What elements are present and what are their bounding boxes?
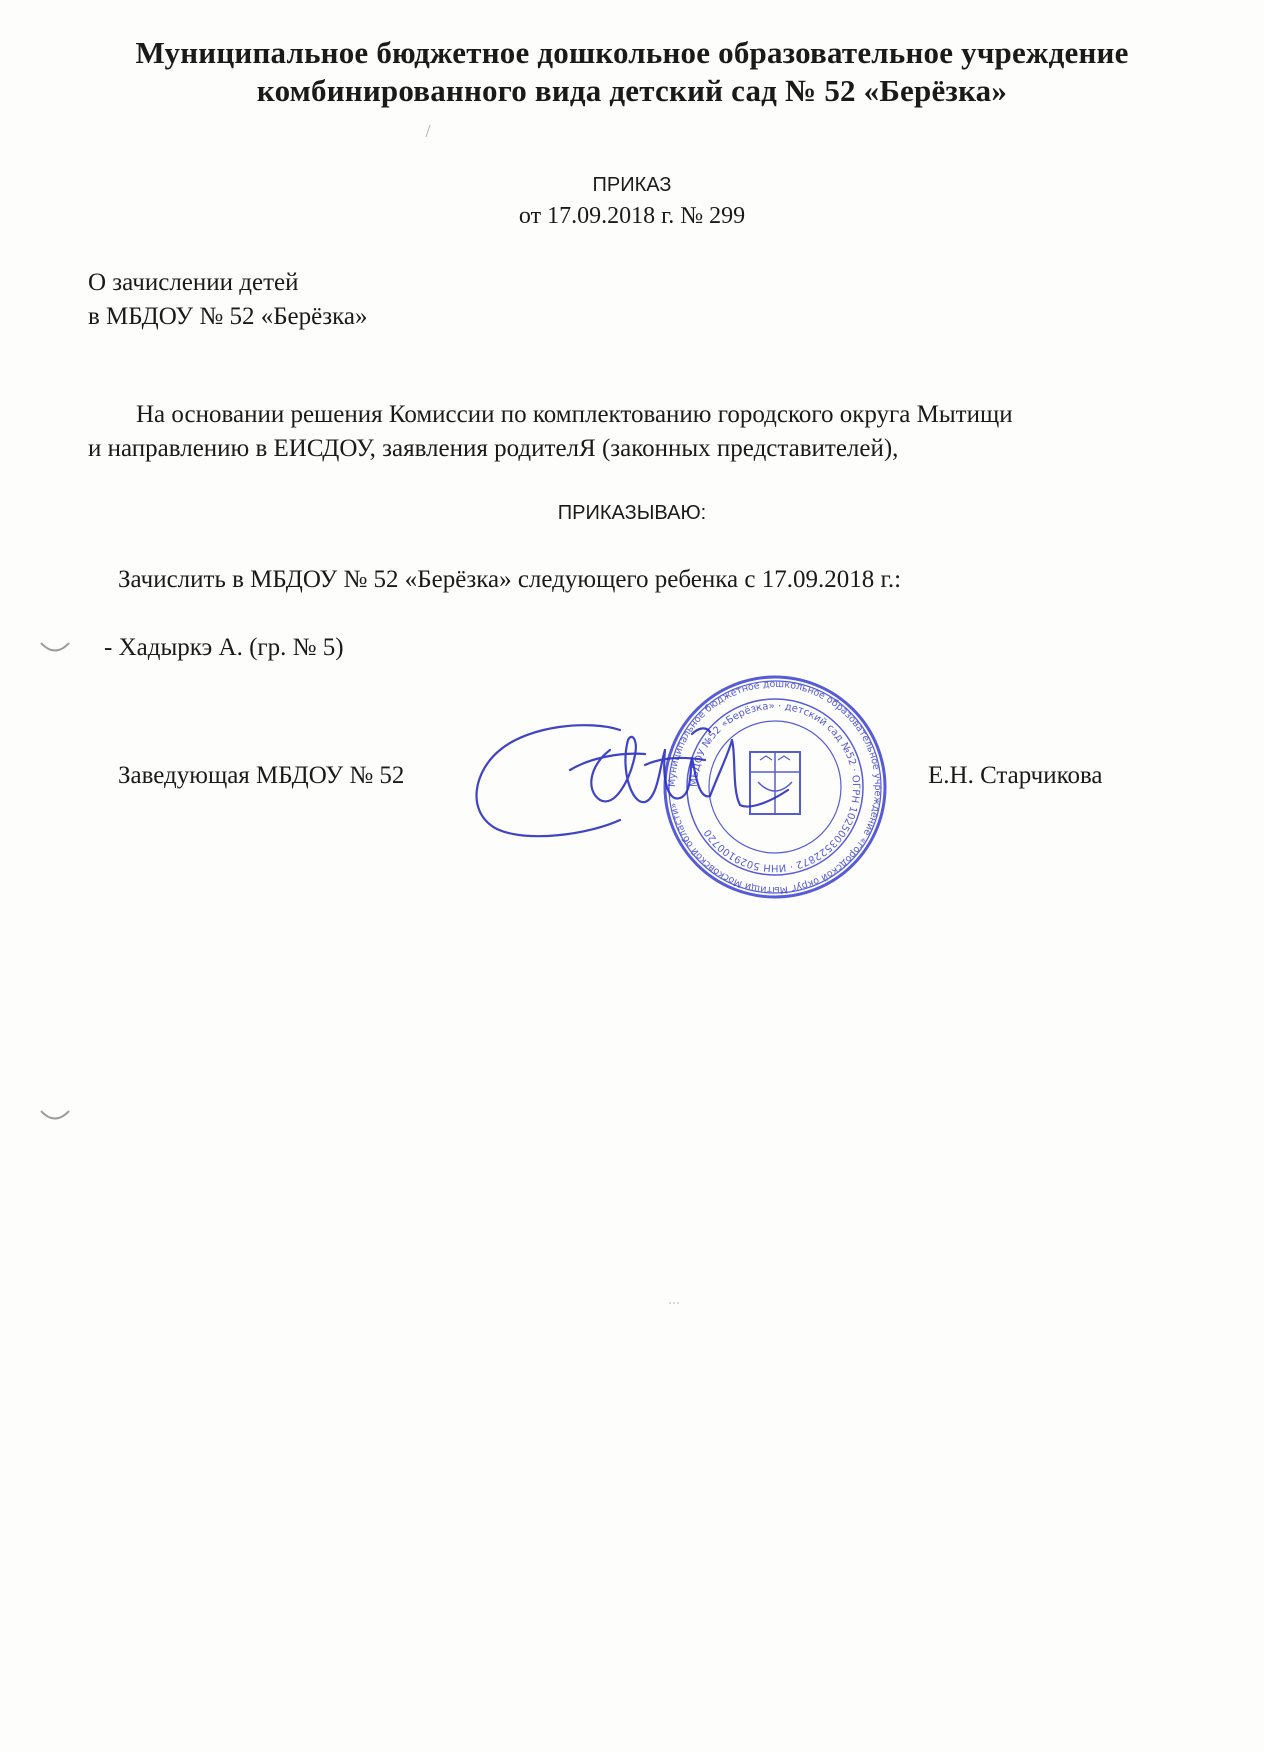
order-subject-line-1: О зачислении детей bbox=[88, 269, 299, 296]
scan-speck bbox=[424, 124, 432, 138]
organization-title-line-1: Муниципальное бюджетное дошкольное образовательное учреждение bbox=[135, 35, 1129, 70]
order-subject bbox=[88, 266, 367, 334]
order-label: ПРИКАЗ bbox=[592, 174, 672, 196]
order-basis-paragraph bbox=[88, 398, 1198, 466]
signatory-role: Заведующая МБДОУ № 52 bbox=[118, 762, 405, 789]
signatory-name: Е.Н. Старчикова bbox=[928, 762, 1103, 789]
order-subject-line-2: в МБДОУ № 52 «Берёзка» bbox=[88, 303, 368, 330]
scan-speck bbox=[668, 1300, 680, 1306]
organization-title bbox=[0, 34, 1264, 110]
seal-inner-text: МБДОУ №52 «Берёзка» · детский сад №52 · ОГРН 1025003522872 · ИНН 5029100720 bbox=[688, 700, 862, 874]
enrollment-statement: Зачислить в МБДОУ № 52 «Берёзка» следующего ребенка с 17.09.2018 г.: bbox=[118, 566, 902, 593]
order-basis-line-1: На основании решения Комиссии по комплектованию городского округа Мытищи bbox=[136, 401, 1013, 428]
punch-hole-mark bbox=[38, 1108, 72, 1126]
handwritten-signature bbox=[470, 710, 790, 860]
order-basis-line-2: и направлению в ЕИСДОУ, заявления родителЯ (законных представителей), bbox=[88, 435, 899, 462]
order-date-number: от 17.09.2018 г. № 299 bbox=[518, 203, 746, 229]
child-list-item: - Хадыркэ А. (гр. № 5) bbox=[104, 634, 344, 661]
punch-hole-mark bbox=[38, 640, 72, 658]
organization-title-line-2: комбинированного вида детский сад № 52 «Берёзка» bbox=[256, 73, 1008, 108]
seal-outer-text: Муниципальное бюджетное дошкольное образовательное учреждение «городской округ Мытищи Московской области» bbox=[666, 678, 884, 896]
order-heading bbox=[0, 170, 1264, 232]
order-directive-word: ПРИКАЗЫВАЮ: bbox=[557, 502, 707, 524]
